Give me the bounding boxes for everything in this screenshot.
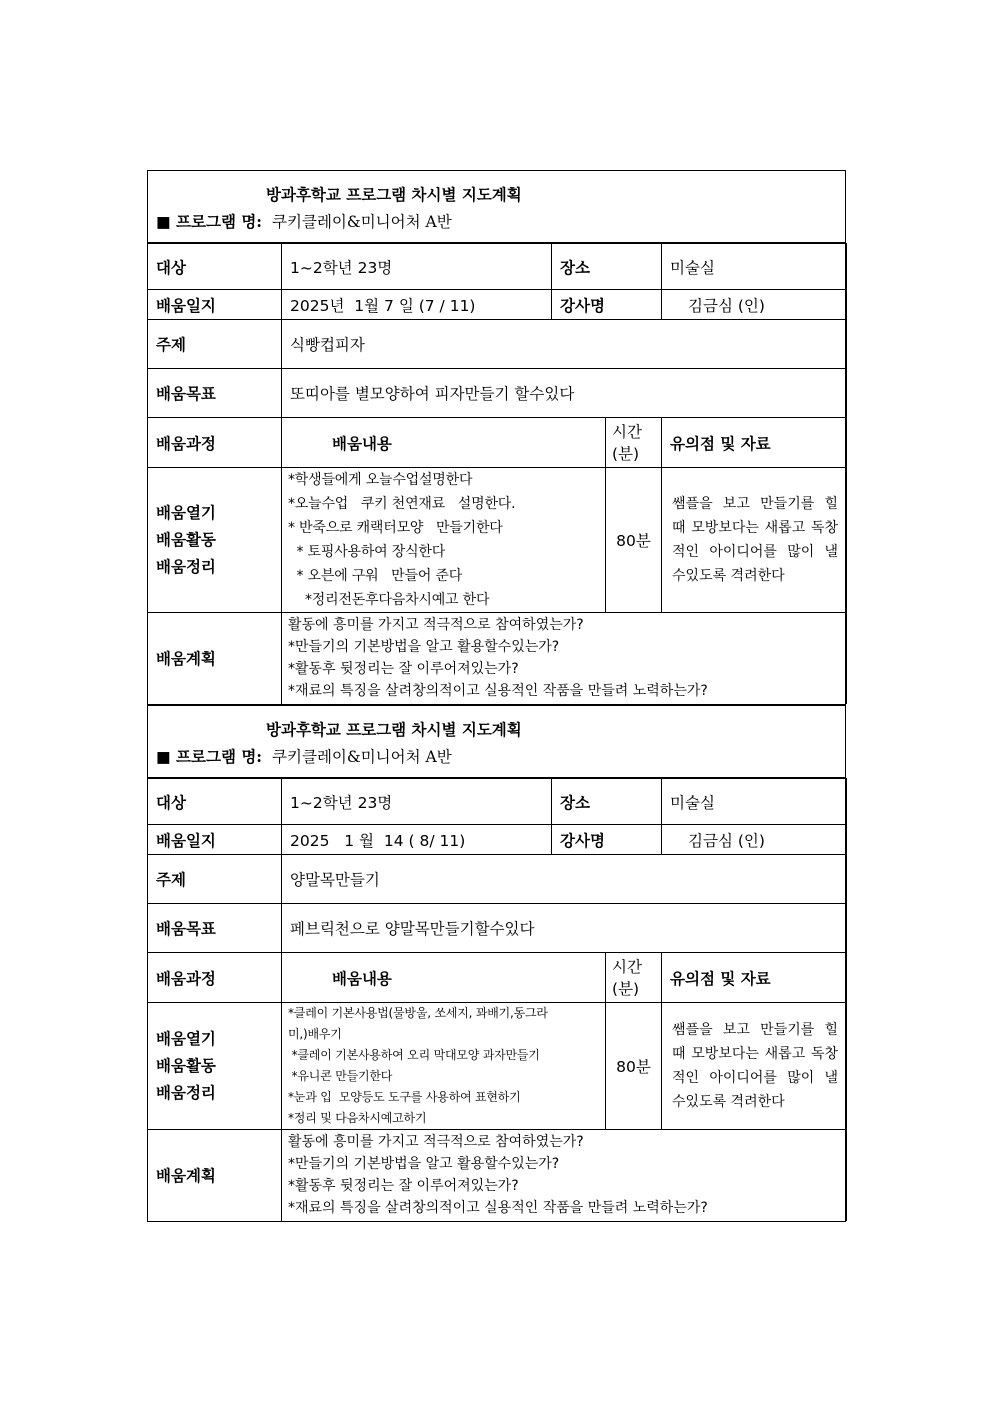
place-label: 장소: [552, 244, 662, 290]
content-line: *정리 및 다음차시예고하기: [288, 1111, 427, 1125]
stage-wrapup: 배움정리: [156, 1083, 216, 1102]
eval-cell: [282, 613, 847, 704]
content-line: *클레이 기본사용하여 오리 막대모양 과자만들기: [288, 1048, 540, 1062]
target-value: 1~2학년 23명: [282, 779, 552, 825]
content-label: 배움내용: [282, 418, 606, 468]
notes-value: 쌤플을 보고 만들기를 힐 때 모방보다는 새롭고 독창적인 아이디어를 많이 낼 수있도록 격려한다: [662, 1003, 847, 1130]
program-label: ■ 프로그램 명:: [156, 747, 263, 766]
time-value: 80분: [606, 468, 662, 613]
program-name: 쿠키클레이&미니어처 A반: [272, 748, 452, 766]
stage-wrapup: 배움정리: [156, 557, 216, 576]
content-line: *정리전돈후다음차시예고 한다: [288, 592, 490, 608]
process-label: 배움과정: [148, 953, 282, 1003]
eval-line: *재료의 특징을 살려창의적이고 실용적인 작품을 만들려 노력하는가?: [288, 683, 708, 700]
target-label: 대상: [148, 244, 282, 290]
content-line: * 반죽으로 캐랙터모양 만들기한다: [288, 520, 503, 536]
content-line: *클레이 기본사용법(물방울, 쏘세지, 꽈배기,동그라: [288, 1006, 548, 1020]
stage-open: 배움열기: [156, 1029, 216, 1048]
teacher-value: 김금심 (인): [662, 290, 847, 320]
eval-label: 배움계획: [148, 613, 282, 704]
goal-label: 배움목표: [148, 904, 282, 953]
eval-line: 활동에 흥미를 가지고 적극적으로 참여하였는가?: [288, 1134, 584, 1151]
time-value: 80분: [606, 1003, 662, 1130]
eval-line: *활동후 뒷정리는 잘 이루어져있는가?: [288, 1178, 519, 1195]
goal-value: 페브릭천으로 양말목만들기할수있다: [282, 904, 847, 953]
content-cell: [282, 468, 606, 613]
eval-line: *활동후 뒷정리는 잘 이루어져있는가?: [288, 661, 519, 678]
content-line: * 오븐에 구워 만들어 준다: [288, 568, 463, 584]
eval-label: 배움계획: [148, 1130, 282, 1221]
program-name-row: [156, 210, 452, 232]
place-label: 장소: [552, 779, 662, 825]
plan-table: [147, 243, 847, 704]
eval-cell: [282, 1130, 847, 1221]
program-name: 쿠키클레이&미니어처 A반: [272, 213, 452, 231]
notes-value: 쌤플을 보고 만들기를 힐 때 모방보다는 새롭고 독창적인 아이디어를 많이 낼 수있도록 격려한다: [662, 468, 847, 613]
place-value: 미술실: [662, 244, 847, 290]
program-label: ■ 프로그램 명:: [156, 212, 263, 231]
stage-open: 배움열기: [156, 503, 216, 522]
notes-label: 유의점 및 자료: [662, 953, 847, 1003]
eval-line: *만들기의 기본방법을 알고 활용할수있는가?: [288, 639, 560, 656]
goal-value: 또띠아를 별모양하여 피자만들기 할수있다: [282, 369, 847, 418]
plan-table: [147, 778, 847, 1221]
program-name-row: [156, 745, 452, 767]
date-value: 2025년 1월 7 일 (7 / 11): [282, 290, 552, 320]
content-line: *오늘수업 쿠키 천연재료 설명한다.: [288, 496, 516, 512]
plan-title: 방과후학교 프로그램 차시별 지도계획: [266, 185, 522, 204]
place-value: 미술실: [662, 779, 847, 825]
date-label: 배움일지: [148, 825, 282, 855]
stages-cell: [148, 468, 282, 613]
time-label: 시간 (분): [606, 953, 662, 1003]
target-value: 1~2학년 23명: [282, 244, 552, 290]
plan-header: [148, 706, 845, 778]
topic-value: 식빵컵피자: [282, 320, 847, 369]
notes-label: 유의점 및 자료: [662, 418, 847, 468]
lesson-plan-2: [147, 705, 846, 1222]
content-cell: [282, 1003, 606, 1130]
date-label: 배움일지: [148, 290, 282, 320]
plan-header: [148, 171, 845, 243]
eval-line: *만들기의 기본방법을 알고 활용할수있는가?: [288, 1156, 560, 1173]
content-line: 미,)배우기: [288, 1027, 342, 1041]
target-label: 대상: [148, 779, 282, 825]
content-line: * 토핑사용하여 장식한다: [288, 544, 446, 560]
date-value: 2025 1 월 14 ( 8/ 11): [282, 825, 552, 855]
eval-line: 활동에 흥미를 가지고 적극적으로 참여하였는가?: [288, 617, 584, 634]
process-label: 배움과정: [148, 418, 282, 468]
topic-label: 주제: [148, 855, 282, 904]
topic-value: 양말목만들기: [282, 855, 847, 904]
content-line: *눈과 입 모양등도 도구를 사용하여 표현하기: [288, 1090, 521, 1104]
stages-cell: [148, 1003, 282, 1130]
teacher-label: 강사명: [552, 825, 662, 855]
time-label: 시간 (분): [606, 418, 662, 468]
eval-line: *재료의 특징을 살려창의적이고 실용적인 작품을 만들려 노력하는가?: [288, 1200, 708, 1217]
stage-activity: 배움활동: [156, 1056, 216, 1075]
teacher-value: 김금심 (인): [662, 825, 847, 855]
topic-label: 주제: [148, 320, 282, 369]
goal-label: 배움목표: [148, 369, 282, 418]
content-label: 배움내용: [282, 953, 606, 1003]
content-line: *학생들에게 오늘수업설명한다: [288, 472, 473, 488]
plan-title: 방과후학교 프로그램 차시별 지도계획: [266, 720, 522, 739]
content-line: *유니콘 만들기한다: [288, 1069, 393, 1083]
teacher-label: 강사명: [552, 290, 662, 320]
stage-activity: 배움활동: [156, 530, 216, 549]
lesson-plan-1: [147, 170, 846, 705]
